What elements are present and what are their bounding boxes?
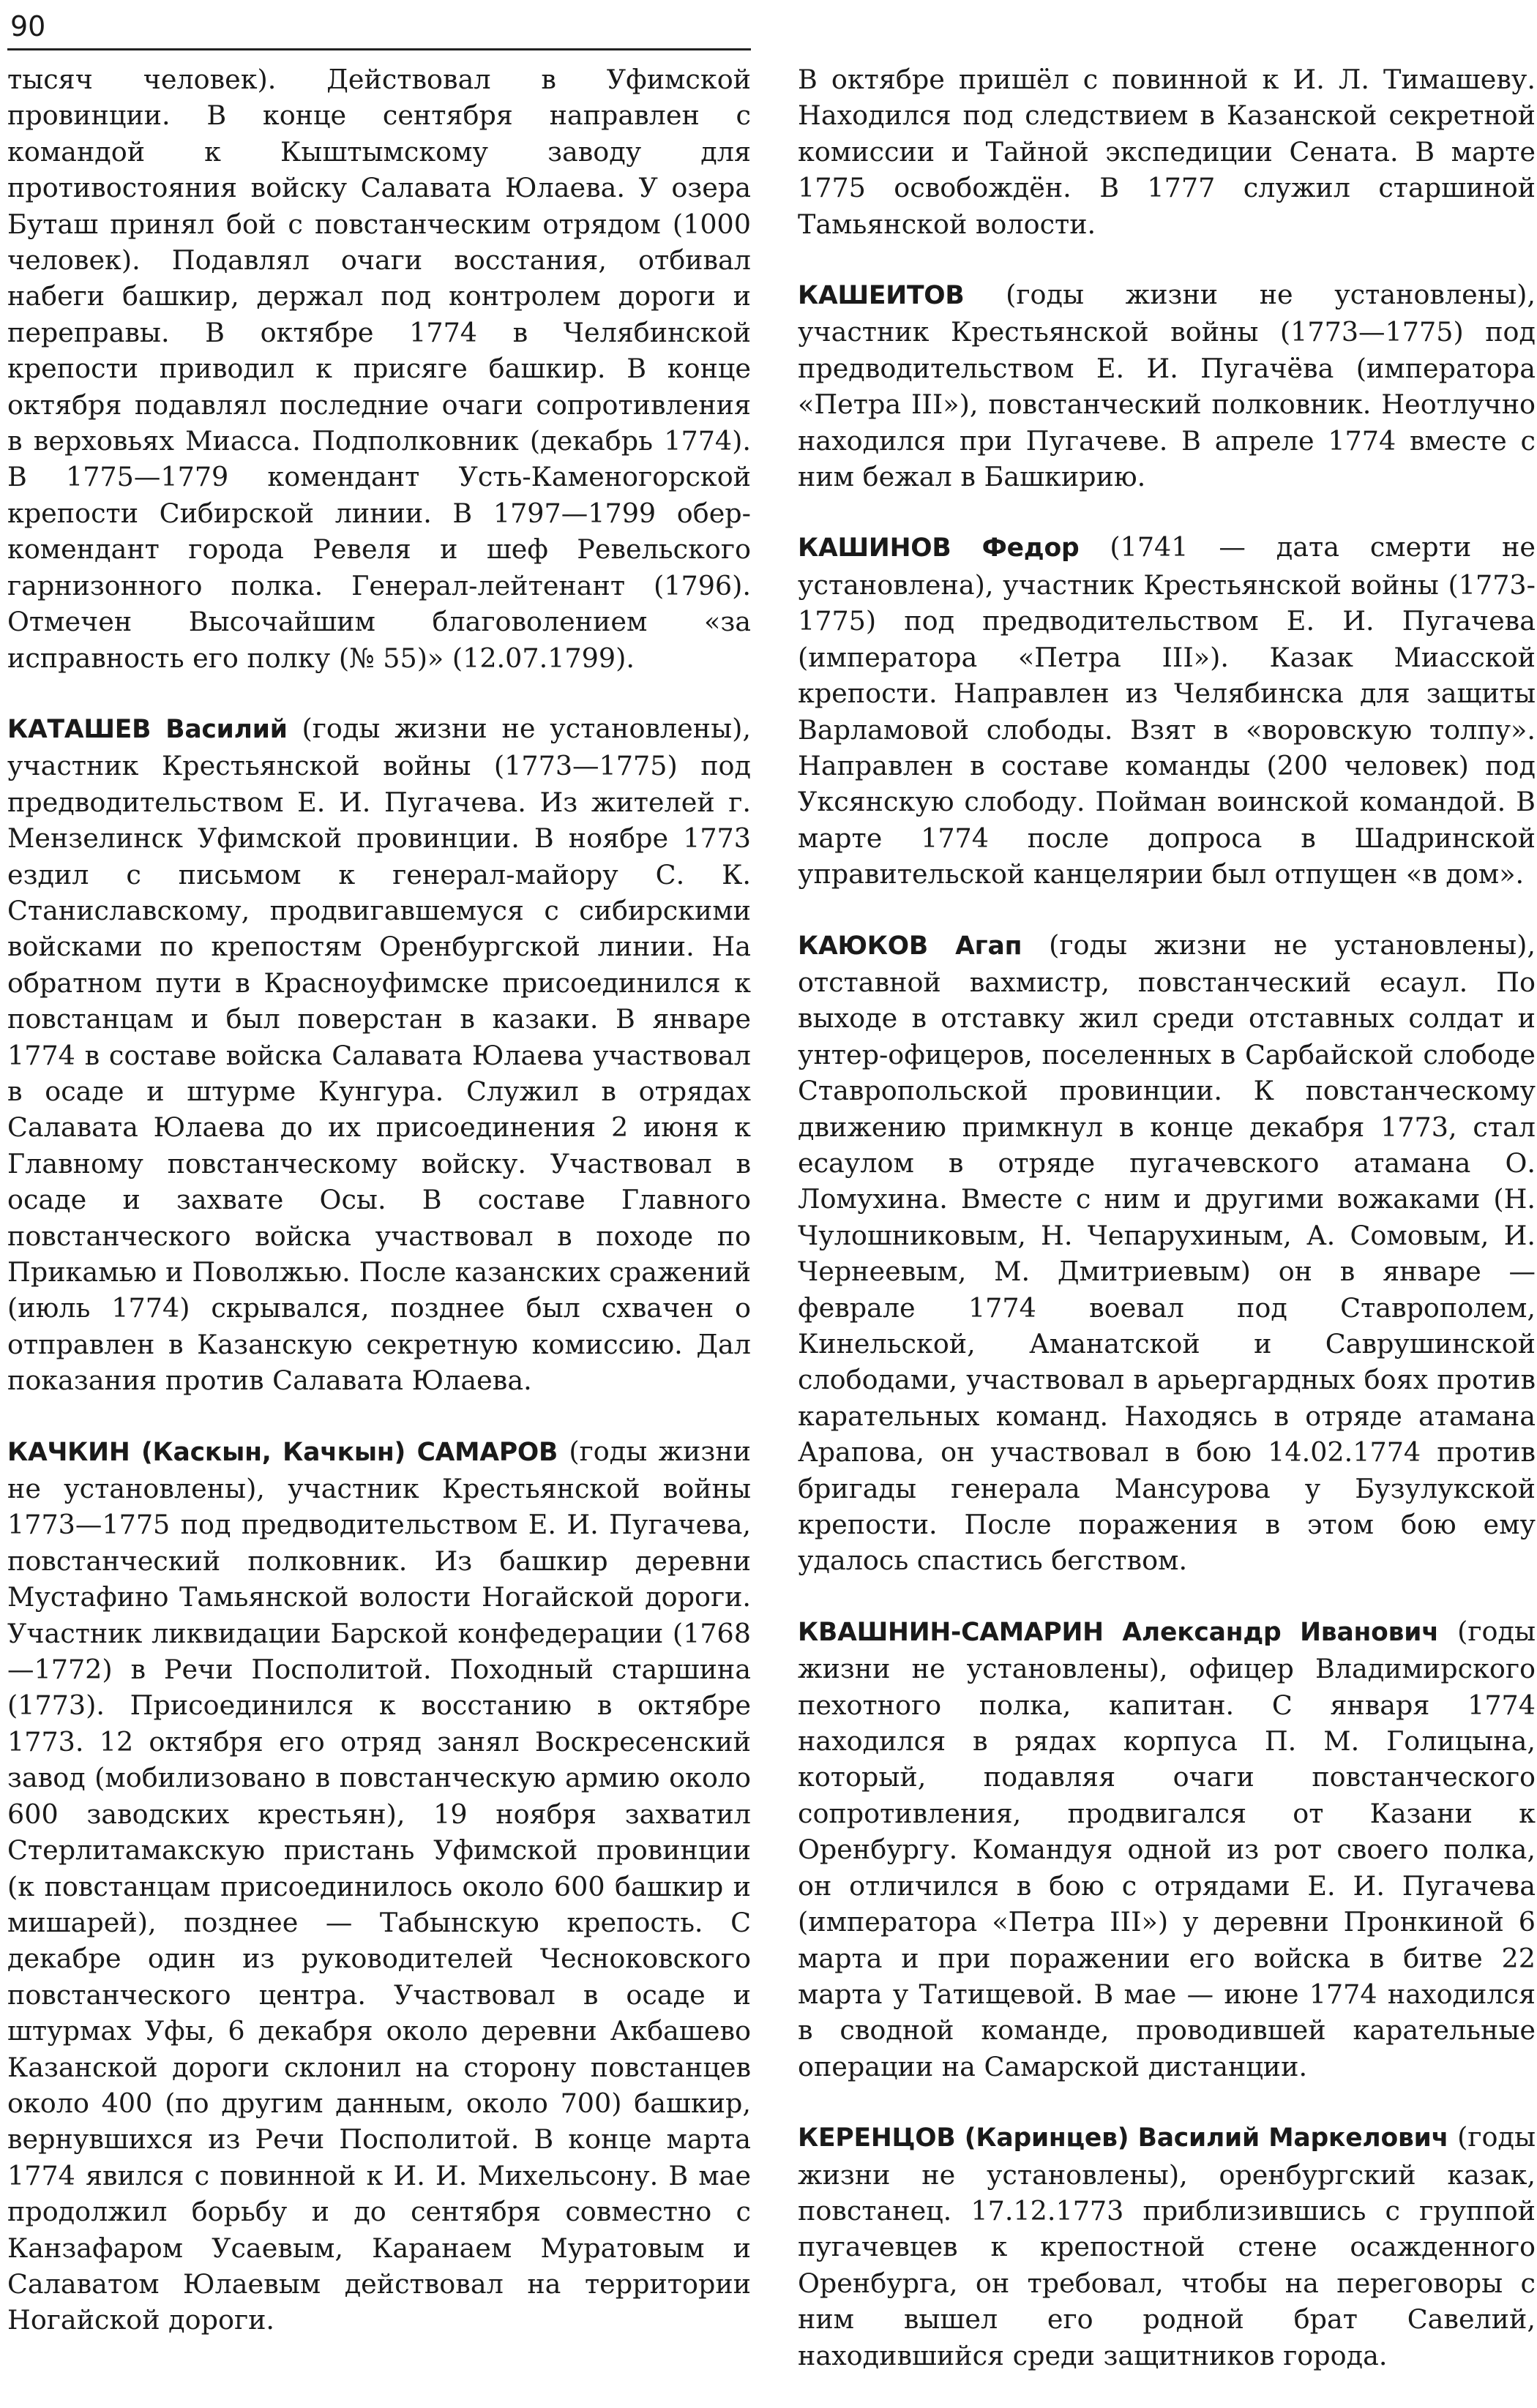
entry-text: (годы жизни не установлены), оренбургский казак, повстанец. 17.12.1773 приблизившись с группой пугачевцев к крепостной стене осажденного Оренбурга, он требовал, чтобы на переговоры с ним вышел его родной брат Савелий, находившийся среди защитников города. — [798, 2121, 1536, 2371]
entry-text: тысяч человек). Действовал в Уфимской провинции. В конце сентября направлен с командой к Кыштымскому заводу для противостояния войску Салавата Юлаева. У озера Буташ принял бой с повстанческим отрядом (1000 человек). Подавлял очаги восстания, отбивал набеги башкир, держал под контролем дороги и переправы. В октябре 1774 в Челябинской крепости приводил к присяге башкир. В конце октября подавлял последние очаги сопротивления в верховьях Миасса. Подполковник (декабрь 1774). В 1775—1779 комендант Усть-Каменогорской крепости Сибирской линии. В 1797—1799 обер-комендант города Ревеля и шеф Ревельского гарнизонного полка. Генерал-лейтенант (1796). Отмечен Высочайшим благоволением «за исправность его полку (№ 55)» (12.07.1799). — [7, 64, 751, 674]
entry-headword: КАТАШЕВ Василий — [7, 714, 288, 744]
left-column — [7, 61, 751, 2373]
right-column — [798, 61, 1536, 2408]
entry-body — [7, 1433, 751, 2338]
entry-text: (годы жизни не установлены), участник Крестьянской войны (1773—1775) под предводительством Е. И. Пугачева. Из жителей г. Мензелинск Уфимской провинции. В ноябре 1773 ездил с письмом к генерал-майору С. К. Станиславскому, продвигавшемуся с сибирскими войсками по крепостям Оренбургской линии. На обратном пути в Красноуфимске присоединился к повстанцам и был поверстан в казаки. В январе 1774 в составе войска Салавата Юлаева участвовал в осаде и штурме Кунгура. Служил в отрядах Салавата Юлаева до их присоединения 2 июня к Главному повстанческому войску. Участвовал в осаде и захвате Осы. В составе Главного повстанческого войска участвовал в походе по Прикамью и Поволжью. После казанских сражений (июль 1774) скрывался, позднее был схвачен о отправлен в Казанскую секретную комиссию. Дал показания против Салавата Юлаева. — [7, 712, 751, 1397]
entry-headword: КАЧКИН (Каскын, Качкын) САМАРОВ — [7, 1437, 558, 1467]
entry-kvashnin-samarin — [798, 1613, 1536, 2085]
entry-body — [798, 1613, 1536, 2085]
entry-kasheitov — [798, 277, 1536, 495]
entry-body — [798, 2119, 1536, 2374]
entry-kerentsov — [798, 2119, 1536, 2374]
entry-text: (годы жизни не установлены), отставной вахмистр, повстанческий есаул. По выходе в отставку жил среди отставных солдат и унтер-офицеров, поселенных в Сарбайской слободе Ставропольской провинции. К повстанческому движению примкнул в конце декабря 1773, стал есаулом в отряде пугачевского атамана О. Ломухина. Вместе с ним и другими вожаками (Н. Чулошниковым, Н. Чепарухиным, А. Сомовым, И. Чернеевым, М. Дмитриевым) он в январе — феврале 1774 воевал под Ставрополем, Кинельской, Аманатской и Саврушинской слободами, участвовал в арьергардных боях против карательных команд. Находясь в отряде атамана Арапова, он участвовал в бою 14.02.1774 против бригады генерала Мансурова у Бузулукской крепости. После поражения в этом бою ему удалось спастись бегством. — [798, 929, 1536, 1577]
entry-text: (годы жизни не установлены), участник Крестьянской войны (1773—1775) под предводительством Е. И. Пугачёва (императора «Петра III»), повстанческий полковник. Неотлучно находился при Пугачеве. В апреле 1774 вместе с ним бежал в Башкирию. — [798, 279, 1536, 493]
entry-body — [798, 529, 1536, 892]
entry-headword: КВАШНИН-САМАРИН Александр Иванович — [798, 1617, 1439, 1647]
entry-headword: КЕРЕНЦОВ (Каринцев) Василий Маркелович — [798, 2123, 1449, 2153]
entry-kayukov — [798, 927, 1536, 1579]
entry-headword: КАЮКОВ Агап — [798, 931, 1022, 961]
entry-text: В октябре пришёл с повинной к И. Л. Тимашеву. Находился под следствием в Казанской секретной комиссии и Тайной экспедиции Сената. В марте 1775 освобождён. В 1777 служил старшиной Тамьянской волости. — [798, 64, 1536, 240]
entry-kachkin — [7, 1433, 751, 2338]
entry-text: (1741 — дата смерти не установлена), участник Крестьянской войны (1773-1775) под предводительством Е. И. Пугачева (императора «Петра III»). Казак Миасской крепости. Направлен из Челябинска для защиты Варламовой слободы. Взят в «воровскую толпу». Направлен в составе команды (200 человек) под Уксянскую слободу. Пойман воинской командой. В марте 1774 после допроса в Шадринской управительской канцелярии был отпущен «в дом». — [798, 531, 1536, 890]
entry-text: (годы жизни не установлены), офицер Владимирского пехотного полка, капитан. С января 1774 находился в рядах корпуса П. М. Голицына, который, подавляя очаги повстанческого сопротивления, продвигался от Казани к Оренбургу. Командуя одной из рот своего полка, он отличился в бою с отрядами Е. И. Пугачева (императора «Петра III») у деревни Пронкиной 6 марта и при поражении его войска в битве 22 марта у Татищевой. В мае — июне 1774 находился в сводной команде, проводившей карательные операции на Самарской дистанции. — [798, 1615, 1536, 2082]
entry-continuation — [798, 61, 1536, 242]
entry-kashinov — [798, 529, 1536, 892]
entry-body — [798, 927, 1536, 1579]
entry-body — [798, 277, 1536, 495]
entry-headword: КАШЕИТОВ — [798, 281, 965, 311]
entry-body — [7, 710, 751, 1399]
entry-katashev — [7, 710, 751, 1399]
page-number: 90 — [10, 10, 46, 42]
entry-headword: КАШИНОВ Федор — [798, 533, 1080, 563]
entry-text: (годы жизни не установлены), участник Крестьянской войны 1773—1775 под предводительством Е. И. Пугачева, повстанческий полковник. Из башкир деревни Мустафино Тамьянской волости Ногайской дороги. Участник ликвидации Барской конфедерации (1768—1772) в Речи Посполитой. Походный старшина (1773). Присоединился к восстанию в октябре 1773. 12 октября его отряд занял Воскресенский завод (мобилизовано в повстанческую армию около 600 заводских крестьян), 19 ноября захватил Стерлитамакскую пристань Уфимской провинции (к повстанцам присоединилось около 600 башкир и мишарей), позднее — Табынскую крепость. С декабре один из руководителей Чесноковского повстанческого центра. Участвовал в осаде и штурмах Уфы, 6 декабря около деревни Акбашево Казанской дороги склонил на сторону повстанцев около 400 (по другим данным, около 700) башкир, вернувшихся из Речи Посполитой. В конце марта 1774 явился с повинной к И. И. Михельсону. В мае продолжил борьбу и до сентября совместно с Канзафаром Усаевым, Каранаем Муратовым и Салаватом Юлаевым действовал на территории Ногайской дороги. — [7, 1435, 751, 2336]
entry-continuation — [7, 61, 751, 676]
header-rule — [7, 48, 751, 50]
